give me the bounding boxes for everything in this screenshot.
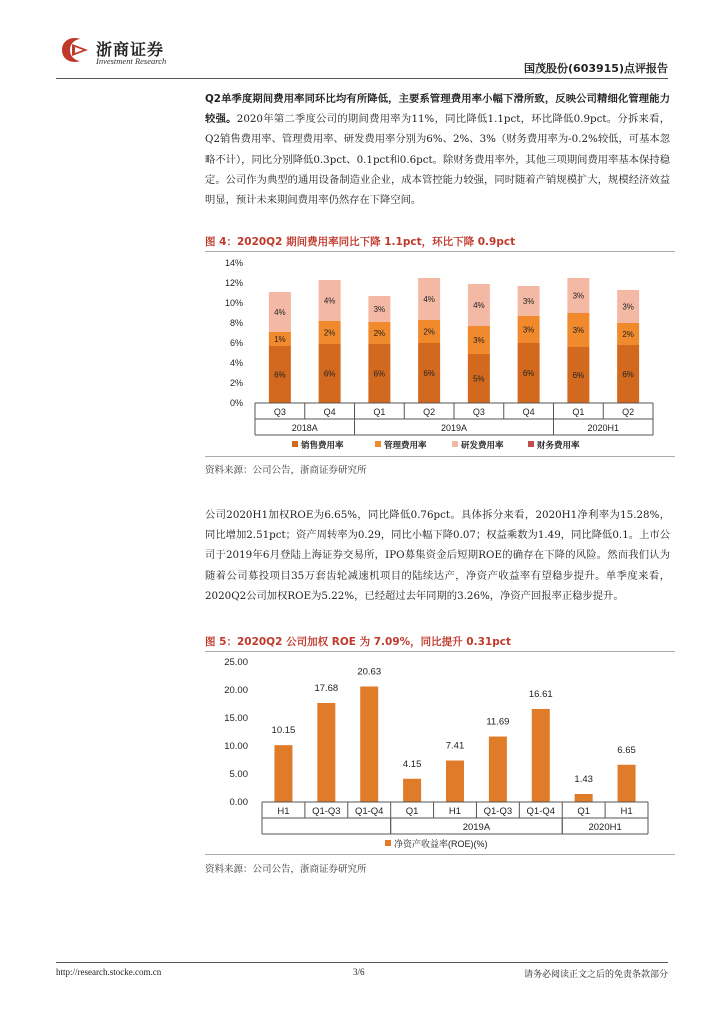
- figure-4-title: 图 4：2020Q2 期间费用率同比下降 1.1pct，环比下降 0.9pct: [205, 236, 516, 248]
- y-tick-label: 5.00: [229, 769, 248, 780]
- y-tick-label: 20.00: [224, 685, 248, 696]
- bar-data-label: 3%: [572, 326, 585, 335]
- bar-data-label: 17.68: [314, 682, 339, 694]
- x-tick-label: Q1: [405, 806, 419, 817]
- bar-data-label: 2%: [423, 327, 435, 337]
- y-tick-label: 10%: [224, 298, 243, 308]
- legend-swatch: [452, 441, 458, 447]
- legend-label: 净资产收益率(ROE)(%): [394, 839, 488, 849]
- bar-data-label: 3%: [522, 297, 535, 306]
- x-tick-label: Q1-Q4: [354, 806, 384, 817]
- y-tick-label: 12%: [224, 278, 243, 288]
- company-logo: [58, 34, 188, 68]
- bar-data-label: 4%: [423, 295, 435, 304]
- x-tick-label: Q4: [323, 407, 336, 417]
- bar-data-label: 16.61: [528, 688, 553, 700]
- x-tick-label: Q3: [472, 407, 485, 417]
- bar-data-label: 20.63: [357, 666, 382, 678]
- roe-bar: [489, 737, 507, 802]
- x-tick-label: Q1-Q3: [312, 806, 341, 817]
- y-tick-label: 6%: [229, 338, 243, 348]
- x-tick-label: Q4: [522, 407, 535, 417]
- y-tick-label: 10.00: [224, 741, 248, 752]
- logo-mark-icon: [58, 34, 92, 66]
- group-label: 2020H1: [587, 423, 620, 433]
- x-tick-label: Q1-Q3: [483, 806, 513, 817]
- bar-data-label: 5%: [473, 374, 485, 384]
- figure-5-top-rule: [205, 651, 675, 652]
- x-tick-label: H1: [620, 806, 633, 817]
- y-tick-label: 14%: [224, 258, 243, 268]
- group-label: 2020H1: [588, 822, 622, 833]
- y-tick-label: 0%: [229, 398, 243, 408]
- bar-data-label: 10.15: [271, 725, 296, 737]
- bar-data-label: 3%: [473, 336, 485, 345]
- bar-data-label: 3%: [522, 325, 535, 335]
- figure-4-source: 资料来源：公司公告，浙商证券研究所: [205, 465, 367, 476]
- bar-data-label: 1.43: [574, 773, 593, 785]
- expense-ratio-chart: [205, 253, 675, 455]
- bar-data-label: 3%: [572, 291, 585, 301]
- bar-data-label: 7.41: [445, 740, 465, 752]
- figure-5-title: 图 5：2020Q2 公司加权 ROE 为 7.09%，同比提升 0.31pct: [205, 636, 511, 648]
- legend-swatch: [292, 441, 298, 447]
- roe-bar: [274, 745, 292, 802]
- bar-data-label: 3%: [622, 302, 634, 312]
- x-tick-label: Q1: [577, 806, 591, 817]
- y-tick-label: 25.00: [224, 657, 248, 668]
- page-number: 3/6: [353, 967, 365, 977]
- paragraph-lead-bold: Q2单季度期间费用率同环比均有所降低，主要系管理费用率小幅下滑所致，反映公司精细化管理能力较强。: [205, 93, 670, 126]
- bar-data-label: 3%: [373, 305, 386, 314]
- roe-bar: [403, 779, 421, 802]
- bar-data-label: 2%: [622, 330, 634, 339]
- y-tick-label: 4%: [229, 358, 243, 368]
- roe-bar: [360, 686, 378, 802]
- bar-data-label: 6%: [274, 370, 286, 380]
- roe-bar: [446, 761, 464, 802]
- bar-data-label: 6%: [373, 369, 386, 379]
- x-tick-label: Q2: [423, 407, 436, 417]
- footer-divider: [56, 962, 668, 963]
- y-tick-label: 2%: [229, 378, 243, 388]
- x-tick-label: Q1: [373, 407, 386, 417]
- y-tick-label: 0.00: [229, 797, 248, 808]
- figure-4-top-rule: [205, 251, 675, 252]
- logo-en-text: Investment Research: [96, 56, 167, 66]
- figure-5-source: 资料来源：公司公告，浙商证券研究所: [205, 864, 367, 875]
- bar-data-label: 4%: [274, 308, 286, 317]
- report-title: 国茂股份(603915)点评报告: [524, 62, 668, 75]
- x-tick-label: Q2: [622, 407, 635, 417]
- roe-bar: [532, 709, 550, 802]
- bar-data-label: 6%: [622, 370, 634, 379]
- bar-data-label: 6%: [572, 371, 585, 380]
- group-label: 2018A: [291, 423, 318, 433]
- figure-5-bottom-rule: [205, 854, 675, 855]
- bar-data-label: 4%: [473, 301, 485, 310]
- bar-data-label: 2%: [373, 329, 386, 338]
- bar-data-label: 4%: [323, 296, 336, 306]
- roe-chart: [205, 653, 675, 853]
- x-tick-label: Q1: [572, 407, 585, 417]
- paragraph-body: 公司2020H1加权ROE为6.65%，同比降低0.76pct。具体拆分来看，2020H1净利率为15.28%，同比增加2.51pct；资产周转率为0.29，同比小幅下降0.07；权益乘数为1.49，同比降低0.1。上市公司于2019年6月登陆上海证券交易所，IPO募集资金后短期ROE的确存在下降的风险。然而我们认为随着公司募投项目35万套齿轮减速机项目的陆续达产，净资产收益率有望稳步提升。单季度来看，2020Q2公司加权ROE为5.22%，已经超过去年同期的3.26%，净资产回报率正稳步提升。: [205, 509, 670, 602]
- x-tick-label: H1: [448, 806, 462, 817]
- roe-bar: [575, 794, 593, 802]
- bar-data-label: 6%: [423, 369, 435, 378]
- bar-data-label: 6.65: [617, 744, 636, 756]
- bar-data-label: 6%: [522, 369, 535, 378]
- group-label: 2019A: [462, 822, 491, 833]
- x-tick-label: H1: [277, 806, 290, 817]
- bar-data-label: 2%: [323, 328, 336, 338]
- legend-label: 销售费用率: [301, 440, 344, 450]
- legend-swatch: [528, 441, 534, 447]
- bar-data-label: 6%: [323, 369, 336, 379]
- legend-swatch: [375, 441, 381, 447]
- x-tick-label: Q1-Q4: [526, 806, 556, 817]
- legend-label: 财务费用率: [537, 440, 580, 450]
- paragraph-expense-analysis: [205, 89, 670, 210]
- figure-4-bottom-rule: [205, 456, 675, 457]
- header-divider: [56, 78, 668, 79]
- legend-label: 研发费用率: [461, 440, 504, 450]
- x-tick-label: Q3: [273, 407, 286, 417]
- footer-url[interactable]: http://research.stocke.com.cn: [56, 967, 162, 977]
- paragraph-roe-analysis: [205, 505, 670, 606]
- legend-swatch: [385, 840, 391, 846]
- group-label: 2019A: [440, 423, 468, 433]
- bar-data-label: 4.15: [402, 758, 422, 770]
- paragraph-body: 2020年第二季度公司的期间费用率为11%，同比降低1.1pct，环比降低0.9pct。分拆来看，Q2销售费用率、管理费用率、研发费用率分别为6%、2%、3%（财务费用率为-0.2%较低，可基本忽略不计），同比分别降低0.3pct、0.1pct和0.6pct。除财务费用率外，其他三项期间费用率基本保持稳定。公司作为典型的通用设备制造业企业，成本管控能力较强，同时随着产销规模扩大，规模经济效益明显，预计未来期间费用率仍然存在下降空间。: [205, 113, 671, 207]
- bar-data-label: 1%: [274, 335, 286, 344]
- y-tick-label: 15.00: [224, 713, 248, 724]
- roe-bar: [317, 703, 335, 802]
- logo-cn-text: 浙商证券: [96, 40, 165, 59]
- y-tick-label: 8%: [229, 318, 243, 328]
- roe-bar: [618, 765, 636, 802]
- legend-label: 管理费用率: [384, 440, 427, 450]
- footer-disclaimer: 请务必阅读正文之后的免责条款部分: [523, 970, 668, 980]
- bar-data-label: 11.69: [486, 716, 510, 728]
